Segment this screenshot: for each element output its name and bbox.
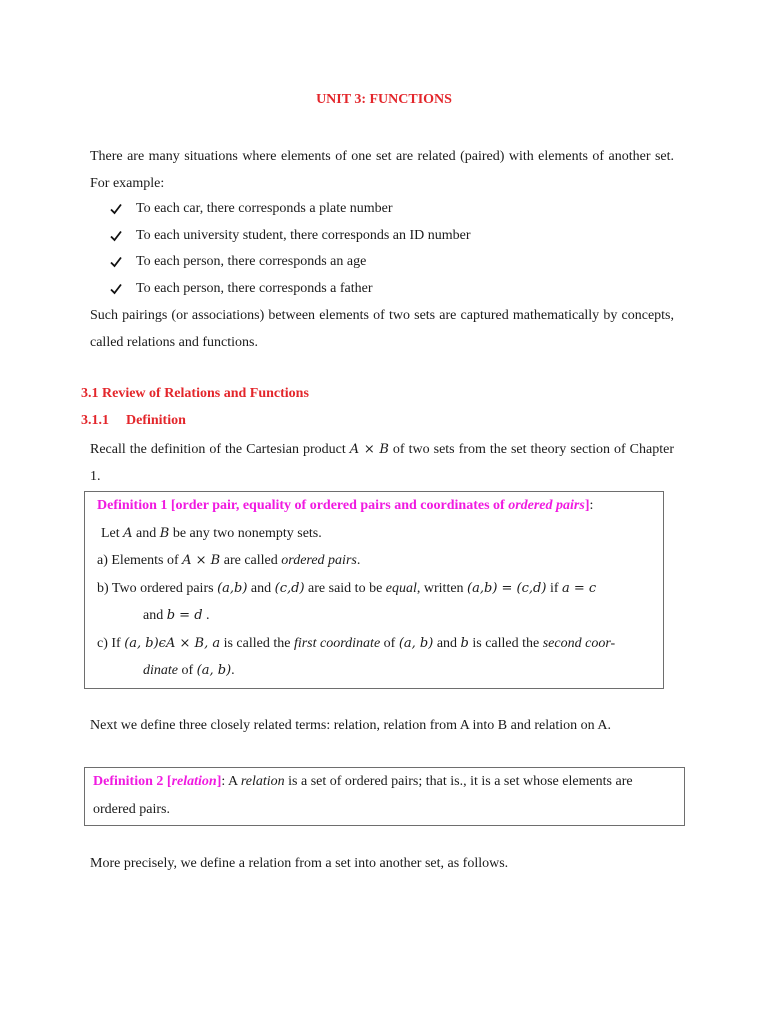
recall-paragraph xyxy=(90,437,674,490)
next-paragraph: Next we define three closely related terms: relation, relation from A into B and relation on A. xyxy=(90,718,611,733)
section-heading-3-1-1 xyxy=(81,413,186,429)
list-item xyxy=(110,249,670,276)
definition-1-part-a: a) Elements of A × B are called ordered pairs. xyxy=(97,553,361,568)
unit-title: UNIT 3: FUNCTIONS xyxy=(316,92,452,107)
section-number: 3.1.1 xyxy=(81,413,109,428)
pairings-paragraph: Such pairings (or associations) between elements of two sets are captured mathematically by concepts, called relations and functions. xyxy=(90,308,674,350)
recall-text-end: of two sets from the set theory section of Chapter 1. xyxy=(90,442,674,484)
definition-2-line-1: Definition 2 [relation]: A relation is a set of ordered pairs; that is., it is a set whose elements are xyxy=(93,774,633,789)
recall-text-start: Recall the definition of the Cartesian product xyxy=(90,442,350,457)
example-list xyxy=(110,196,670,302)
section-label: Definition xyxy=(126,413,186,428)
definition-1-let: Let A and B be any two nonempty sets. xyxy=(101,525,322,541)
definition-1-part-b-cont: and b = d . xyxy=(143,608,210,623)
definition-2-line-2: ordered pairs. xyxy=(93,801,170,817)
list-item-text: To each person, there corresponds an age xyxy=(136,254,367,269)
more-paragraph: More precisely, we define a relation from a set into another set, as follows. xyxy=(90,856,509,871)
list-item-text: To each person, there corresponds a father xyxy=(136,280,373,296)
list-item-text: To each university student, there corresponds an ID number xyxy=(136,227,471,243)
section-heading-3-1: 3.1 Review of Relations and Functions xyxy=(81,386,309,401)
intro-paragraph: There are many situations where elements of one set are related (paired) with elements of another set. For example: xyxy=(90,149,674,191)
definition-1-heading: Definition 1 [order pair, equality of ordered pairs and coordinates of ordered pairs]: xyxy=(97,498,594,513)
list-item xyxy=(110,196,670,223)
definition-2-box xyxy=(84,767,685,826)
checkmark-icon xyxy=(110,283,136,295)
cartesian-product-math: A × B xyxy=(349,442,389,457)
list-item xyxy=(110,276,670,303)
checkmark-icon xyxy=(110,203,136,215)
checkmark-icon xyxy=(110,230,136,242)
list-item-text: To each car, there corresponds a plate number xyxy=(136,201,393,216)
definition-1-part-c-cont: dinate of (a, b). xyxy=(143,663,235,678)
definition-1-box xyxy=(84,491,664,689)
definition-1-part-c: c) If (a, b)ϵA × B, a is called the first coordinate of (a, b) and b is called the second coor- xyxy=(97,635,616,651)
definition-1-part-b: b) Two ordered pairs (a,b) and (c,d) are said to be equal, written (a,b) = (c,d) if a = c xyxy=(97,580,597,596)
list-item xyxy=(110,223,670,250)
checkmark-icon xyxy=(110,256,136,268)
